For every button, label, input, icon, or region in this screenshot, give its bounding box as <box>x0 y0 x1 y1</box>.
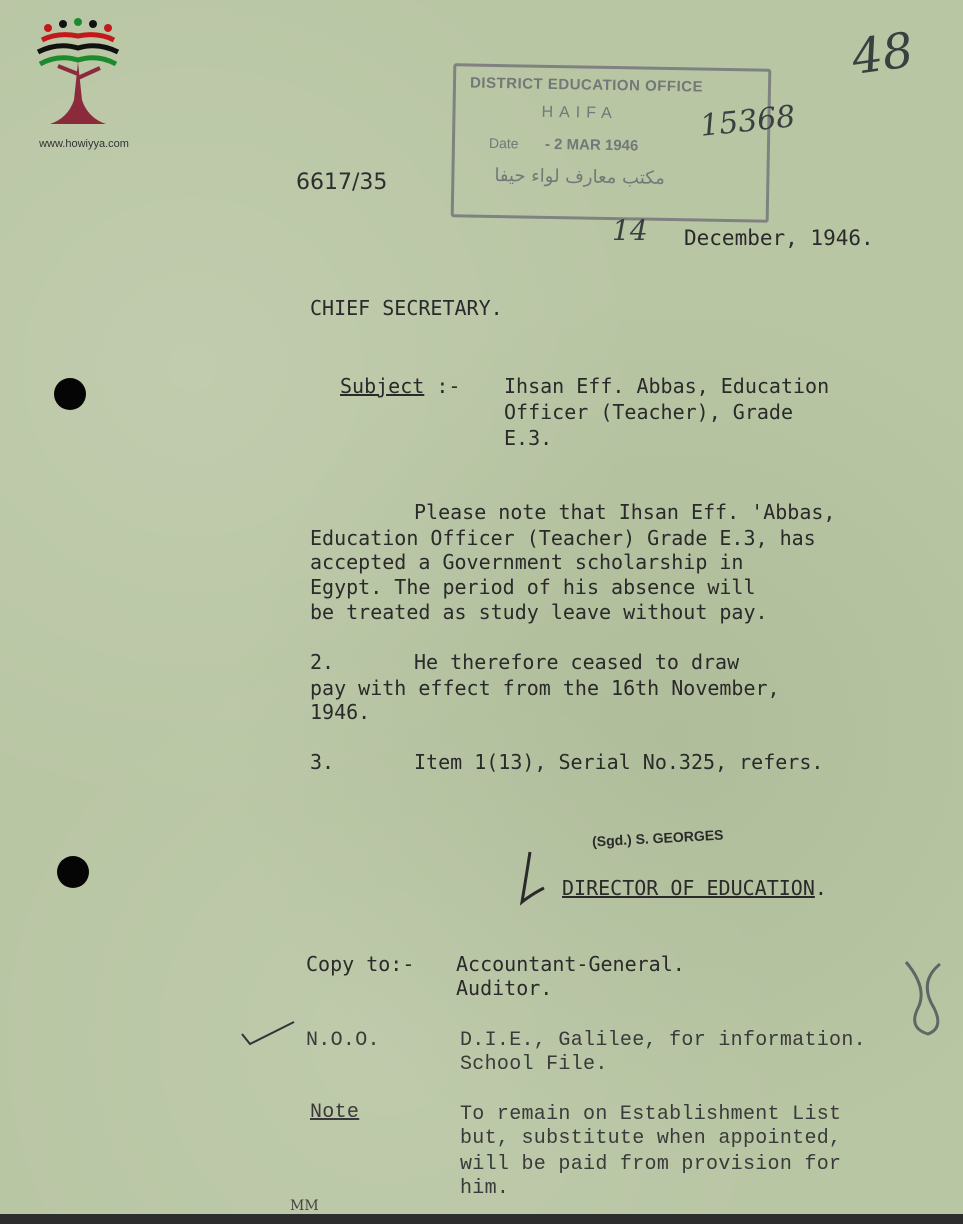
note-line3: will be paid from provision for <box>460 1153 842 1176</box>
para2-line1: He therefore ceased to draw <box>414 650 740 674</box>
copy-line1: Accountant-General. <box>456 952 685 976</box>
district-education-stamp <box>451 63 772 223</box>
stamp-handwritten-number: 15368 <box>698 99 798 144</box>
copy-label: Copy to:- <box>306 952 415 976</box>
subject-line3: E.3. <box>504 426 553 450</box>
para2-line3: 1946. <box>310 700 371 724</box>
subject-line1: Ihsan Eff. Abbas, Education <box>504 374 830 398</box>
logo-site-text: www.howiyya.com <box>39 138 129 150</box>
subject-separator: :- <box>436 374 461 398</box>
stamp-date-label: Date <box>488 134 519 152</box>
signature-sgd: (Sgd.) S. GEORGES <box>591 826 724 850</box>
noo-label: N.O.O. <box>306 1029 380 1052</box>
para1-line4: Egypt. The period of his absence will <box>310 575 756 599</box>
signature-mark <box>512 848 552 919</box>
howiyya-logo <box>28 18 129 150</box>
noo-line1: D.I.E., Galilee, for information. <box>460 1029 866 1052</box>
addressee: CHIEF SECRETARY. <box>310 296 503 320</box>
para1-line3: accepted a Government scholarship in <box>310 550 744 574</box>
handwritten-tick-icon <box>512 848 552 908</box>
signature-title-text: DIRECTOR OF EDUCATION <box>562 876 815 900</box>
para3-text: Item 1(13), Serial No.325, refers. <box>414 750 824 774</box>
copy-line2: Auditor. <box>456 976 553 1000</box>
signature-title: DIRECTOR OF EDUCATION. <box>562 876 827 900</box>
punch-hole-top <box>54 378 86 410</box>
initials: MM <box>290 1198 319 1214</box>
note-line1: To remain on Establishment List <box>460 1103 842 1126</box>
stamp-date-value: - 2 MAR 1946 <box>544 135 639 155</box>
para1-line2: Education Officer (Teacher) Grade E.3, has <box>310 526 816 550</box>
page-number: 48 <box>848 22 917 86</box>
note-label: Note <box>310 1101 360 1124</box>
date-day: 14 <box>612 214 648 247</box>
para1-line1: Please note that Ihsan Eff. 'Abbas, <box>414 500 836 524</box>
tick-mark-icon <box>240 1020 300 1050</box>
punch-hole-bottom <box>57 856 89 888</box>
handwritten-initial-icon <box>888 958 948 1038</box>
para3-number: 3. <box>310 750 335 774</box>
noo-line2: School File. <box>460 1053 608 1076</box>
stamp-line2: HAIFA <box>541 103 618 123</box>
subject-label <box>340 374 460 399</box>
note-line2: but, substitute when appointed, <box>460 1127 842 1150</box>
tree-logo-icon <box>28 18 128 136</box>
subject-label-text: Subject <box>340 374 425 398</box>
stamp-arabic: مكتب معارف لواء حيفا <box>494 164 665 189</box>
stamp-line1: DISTRICT EDUCATION OFFICE <box>469 74 704 96</box>
para2-number: 2. <box>310 650 335 674</box>
scan-bottom-edge <box>0 1214 963 1224</box>
date-text: December, 1946. <box>684 226 874 250</box>
para1-line5: be treated as study leave without pay. <box>310 600 768 624</box>
para2-line2: pay with effect from the 16th November, <box>310 676 780 700</box>
note-line4: him. <box>460 1177 510 1200</box>
subject-line2: Officer (Teacher), Grade <box>504 400 793 424</box>
file-number: 6617/35 <box>296 170 388 195</box>
